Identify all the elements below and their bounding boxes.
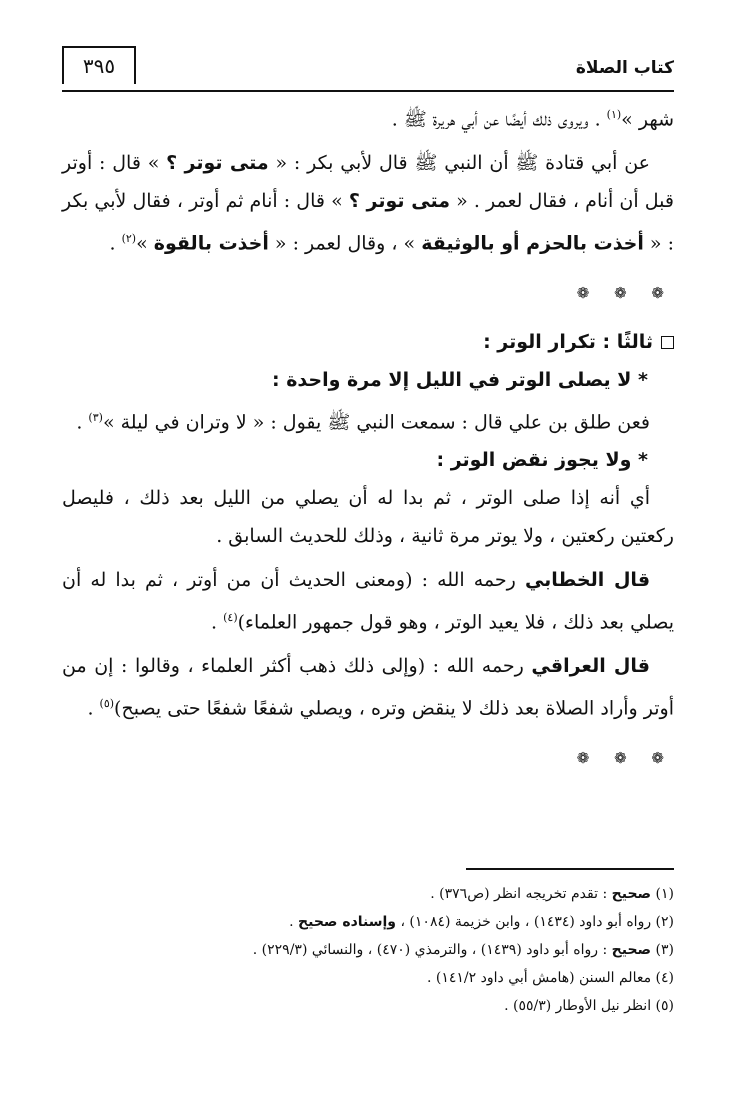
paragraph-text: فعن طلق بن علي قال : سمعت النبي ﷺ يقول : « لا وتران في ليلة » (102, 410, 650, 433)
sub-heading-2: * ولا يجوز نقض الوتر : (436, 448, 648, 471)
footnote-4: (٤) معالم السنن (هامش أبي داود ١٤١/٢) . (427, 970, 674, 986)
paragraph-3 (62, 399, 674, 441)
paragraph-2 (62, 144, 674, 262)
bold-phrase: صحيح (611, 942, 652, 958)
bold-phrase: متى توتر ؟ (348, 190, 450, 213)
paragraph-4: أي أنه إذا صلى الوتر ، ثم بدا له أن يصلي من الليل بعد ذلك ، فليصل ركعتين ركعتين ، ولا يوتر مرة ثانية ، وذلك للحديث السابق . (62, 486, 674, 547)
bold-phrase: أخذت بالقوة (153, 232, 269, 255)
footnote-text: : رواه أبو داود (١٤٣٩) ، والترمذي (٤٧٠) ، والنسائي (٢٢٩/٣) . (252, 942, 612, 958)
footnote-ref: (٢) (121, 232, 137, 246)
bold-phrase: صحيح (611, 886, 652, 902)
bold-phrase: قال العراقي (531, 655, 650, 678)
header-rule (62, 90, 674, 92)
section-divider: ❁ ❁ ❁ (576, 283, 674, 302)
sub-heading-1: * لا يصلى الوتر في الليل إلا مرة واحدة : (271, 368, 648, 391)
bold-phrase: متى توتر ؟ (166, 152, 269, 175)
bold-phrase: قال الخطابي (524, 568, 651, 591)
section-heading-text: ثالثًا : تكرار الوتر : (483, 330, 653, 353)
footnote-1 (62, 880, 674, 908)
paragraph-text: . ويروى ذلك أيضًا عن أبي هريرة ﷺ . (391, 108, 607, 131)
paragraph-text: عن أبي قتادة ﷺ أن النبي ﷺ قال لأبي بكر : « (268, 152, 650, 175)
paragraph-text: » (136, 232, 154, 255)
paragraph-text: . (76, 410, 89, 433)
checkbox-icon (661, 336, 674, 349)
paragraph-6 (62, 647, 674, 727)
paragraph-text: . (109, 232, 122, 255)
footnote-number: (١) (651, 886, 674, 902)
footnote-ref: (٣) (88, 410, 103, 424)
paragraph-text: رحمه الله : (وإلى ذلك ذهب أكثر العلماء ، وقالوا : إن من أوتر وأراد الصلاة بعد ذلك لا ينقض وتره ، ويصلي شفعًا شفعًا حتى يصبح) (62, 655, 674, 720)
paragraph-text: » قال : أوتر قبل أن أنام ، فقال لعمر . « (62, 152, 674, 213)
footnote-ref: (٤) (223, 610, 238, 624)
footnote-rule (466, 868, 674, 870)
footnote-5: (٥) انظر نيل الأوطار (٥٥/٣) . (504, 998, 674, 1014)
main-text (62, 96, 674, 788)
footnote-text: (٢) رواه أبو داود (١٤٣٤) ، وابن خزيمة (١٠٨٤) ، (396, 914, 674, 930)
footnote-ref: (١) (606, 108, 622, 121)
bold-phrase: أخذت بالحزم أو بالوثيقة (421, 232, 644, 255)
paragraph-1 (62, 96, 674, 138)
paragraph-text: رحمه الله : (ومعنى الحديث أن من أوتر ، ثم بدا له أن يصلي بعد ذلك ، فلا يعيد الوتر ، وهو قول جمهور العلماء) (62, 568, 674, 634)
paragraph-text: . (87, 697, 100, 720)
paragraph-text: » ، وقال لعمر : « (268, 232, 422, 255)
paragraph-5 (62, 561, 674, 641)
footnote-3 (62, 936, 674, 964)
paragraph-text: » قال : أنام ثم أوتر ، فقال لأبي بكر : « (62, 190, 674, 255)
footnote-number: (٣) (651, 942, 674, 958)
footnote-ref: (٥) (99, 697, 115, 711)
running-header-title: كتاب الصلاة (575, 58, 674, 78)
footnote-text: . (289, 914, 299, 930)
page-number: ٣٩٥ (62, 46, 136, 84)
paragraph-text: . (211, 611, 224, 634)
footnotes (62, 880, 674, 1020)
section-heading (62, 323, 674, 361)
section-divider: ❁ ❁ ❁ (576, 748, 674, 767)
bold-phrase: وإسناده صحيح (298, 914, 397, 930)
footnote-text: : تقدم تخريجه انظر (ص٣٧٦) . (430, 886, 612, 902)
footnote-2 (62, 908, 674, 936)
paragraph-text: شهر » (621, 108, 674, 131)
